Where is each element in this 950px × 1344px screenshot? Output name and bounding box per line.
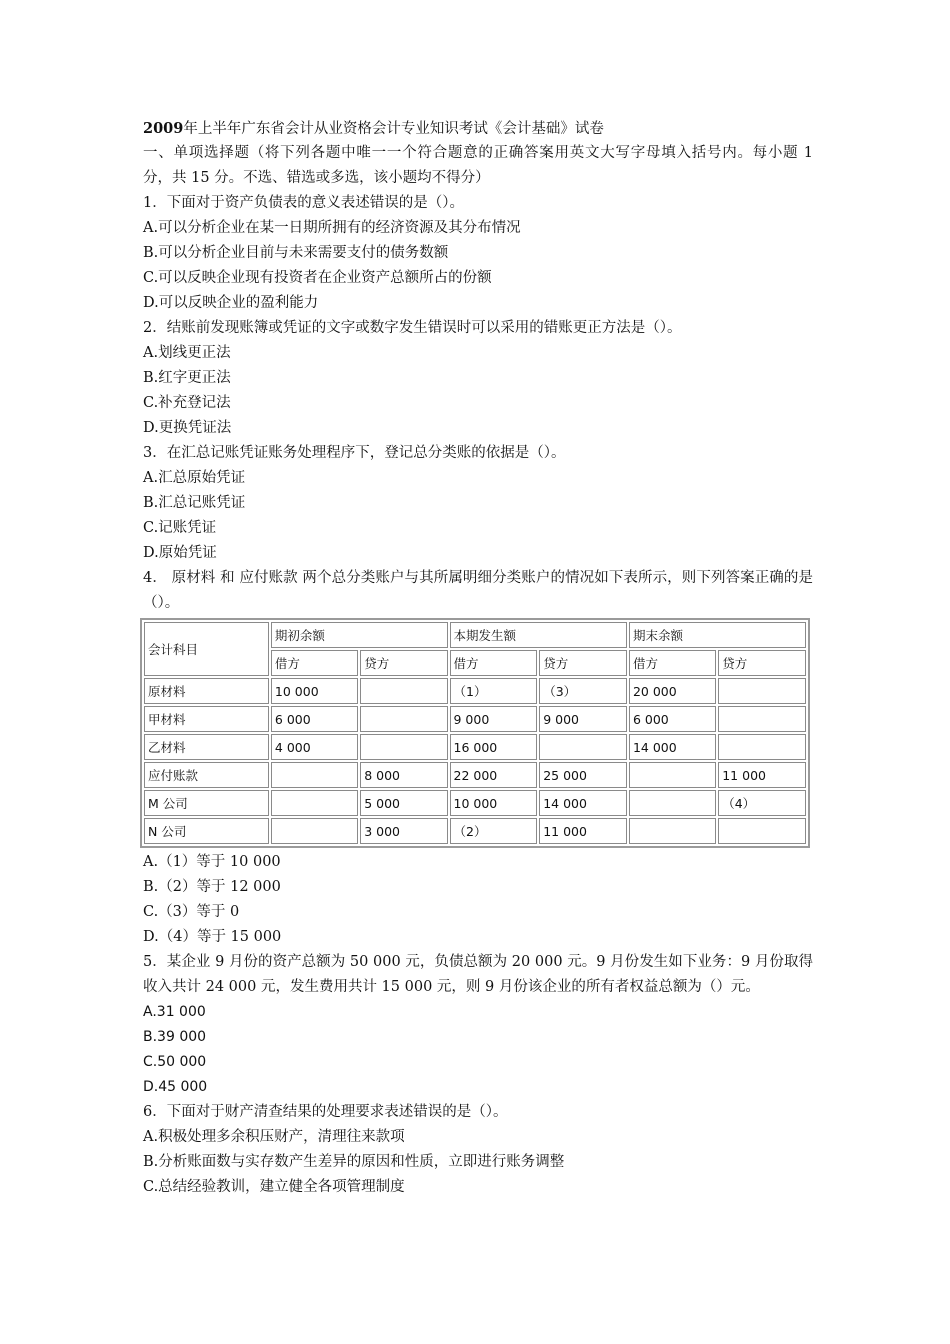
table-cell: 14 000 [539,790,627,816]
table-cell: （1） [450,678,538,704]
question-2-option-d: D.更换凭证法 [143,420,232,436]
question-6-option-c: C.总结经验教训，建立健全各项管理制度 [143,1179,405,1195]
table-cell: 9 000 [450,706,538,732]
table-cell [718,678,806,704]
table-row [144,678,806,704]
question-3-option-c: C.记账凭证 [143,520,217,536]
question-1-option-d: D.可以反映企业的盈利能力 [143,295,319,311]
table-row [144,790,806,816]
table-cell: 6 000 [271,706,358,732]
table-cell: （4） [718,790,806,816]
header-debit: 借方 [271,650,358,676]
table-cell: 4 000 [271,734,358,760]
table-cell [718,818,806,844]
row-subject: M 公司 [144,790,269,816]
question-1-option-b: B.可以分析企业目前与未来需要支付的债务数额 [143,245,449,261]
table-cell: 8 000 [360,762,447,788]
question-5-stem: 5．某企业 9 月份的资产总额为 50 000 元，负债总额为 20 000 元。9 月份发生如下业务：9 月份取得收入共计 24 000 元，发生费用共计 15 000 元，则 9 月份该企业的所有者权益总额为（）元。 [143,954,813,995]
header-credit: 贷方 [539,650,627,676]
question-2-option-a: A.划线更正法 [143,345,231,361]
document-page [143,116,813,1200]
header-closing-balance: 期末余额 [629,622,806,648]
table-cell: 11 000 [539,818,627,844]
table-cell [629,762,716,788]
table-cell: 5 000 [360,790,447,816]
question-6-option-b: B.分析账面数与实存数产生差异的原因和性质，立即进行账务调整 [143,1154,565,1170]
question-6-option-a: A.积极处理多余积压财产，清理往来款项 [143,1129,405,1145]
row-subject: N 公司 [144,818,269,844]
table-cell [271,762,358,788]
question-4-option-a: A.（1）等于 10 000 [143,854,281,870]
table-cell [360,706,447,732]
question-5-option-b: B.39 000 [143,1029,207,1045]
table-row [144,734,806,760]
table-cell: 16 000 [450,734,538,760]
table-cell [629,790,716,816]
header-subject: 会计科目 [144,622,269,676]
question-1-option-a: A.可以分析企业在某一日期所拥有的经济资源及其分布情况 [143,220,521,236]
table-cell: 14 000 [629,734,716,760]
table-cell: 3 000 [360,818,447,844]
table-row [144,762,806,788]
table-cell [271,818,358,844]
table-cell: 20 000 [629,678,716,704]
question-5-option-d: D.45 000 [143,1079,208,1095]
table-row [144,818,806,844]
question-2-stem: 2．结账前发现账簿或凭证的文字或数字发生错误时可以采用的错账更正方法是（）。 [143,320,682,336]
table-cell: 11 000 [718,762,806,788]
table-cell: 6 000 [629,706,716,732]
question-3-option-a: A.汇总原始凭证 [143,470,246,486]
account-table [140,618,810,848]
title-year: 2009 [143,120,184,137]
document-title [143,116,813,141]
question-2-option-b: B.红字更正法 [143,370,231,386]
question-6-stem: 6．下面对于财产清查结果的处理要求表述错误的是（）。 [143,1104,508,1120]
header-opening-balance: 期初余额 [271,622,448,648]
header-debit: 借方 [450,650,538,676]
table-cell [629,818,716,844]
question-5-option-a: A.31 000 [143,1004,206,1020]
row-subject: 原材料 [144,678,269,704]
table-cell [360,734,447,760]
question-3-stem: 3．在汇总记账凭证账务处理程序下，登记总分类账的依据是（）。 [143,445,566,461]
question-4-option-d: D.（4）等于 15 000 [143,929,282,945]
table-header-row [144,622,806,648]
question-1-option-c: C.可以反映企业现有投资者在企业资产总额所占的份额 [143,270,492,286]
row-subject: 应付账款 [144,762,269,788]
question-4-option-b: B.（2）等于 12 000 [143,879,281,895]
header-debit: 借方 [629,650,716,676]
table-cell: 22 000 [450,762,538,788]
table-cell [718,734,806,760]
question-3-option-b: B.汇总记账凭证 [143,495,246,511]
header-credit: 贷方 [718,650,806,676]
table-row [144,706,806,732]
question-5-option-c: C.50 000 [143,1054,207,1070]
question-2-option-c: C.补充登记法 [143,395,231,411]
table-cell: 25 000 [539,762,627,788]
table-cell: 9 000 [539,706,627,732]
table-cell [271,790,358,816]
question-3-option-d: D.原始凭证 [143,545,217,561]
question-1-stem: 1．下面对于资产负债表的意义表述错误的是（）。 [143,195,464,211]
table-cell [539,734,627,760]
table-cell: 10 000 [450,790,538,816]
table-cell: 10 000 [271,678,358,704]
table-cell: （2） [450,818,538,844]
question-4-option-c: C.（3）等于 0 [143,904,240,920]
table-cell [360,678,447,704]
header-period-amount: 本期发生额 [450,622,627,648]
header-credit: 贷方 [360,650,447,676]
row-subject: 甲材料 [144,706,269,732]
question-4-stem: 4． 原材料 和 应付账款 两个总分类账户与其所属明细分类账户的情况如下表所示，则下列答案正确的是（）。 [143,570,813,611]
section-heading: 一、单项选择题（将下列各题中唯一一个符合题意的正确答案用英文大写字母填入括号内。每小题 1 分，共 15 分。不选、错选或多选，该小题均不得分） [143,145,813,186]
row-subject: 乙材料 [144,734,269,760]
table-cell: （3） [539,678,627,704]
title-text: 年上半年广东省会计从业资格会计专业知识考试《会计基础》试卷 [183,121,604,137]
table-cell [718,706,806,732]
